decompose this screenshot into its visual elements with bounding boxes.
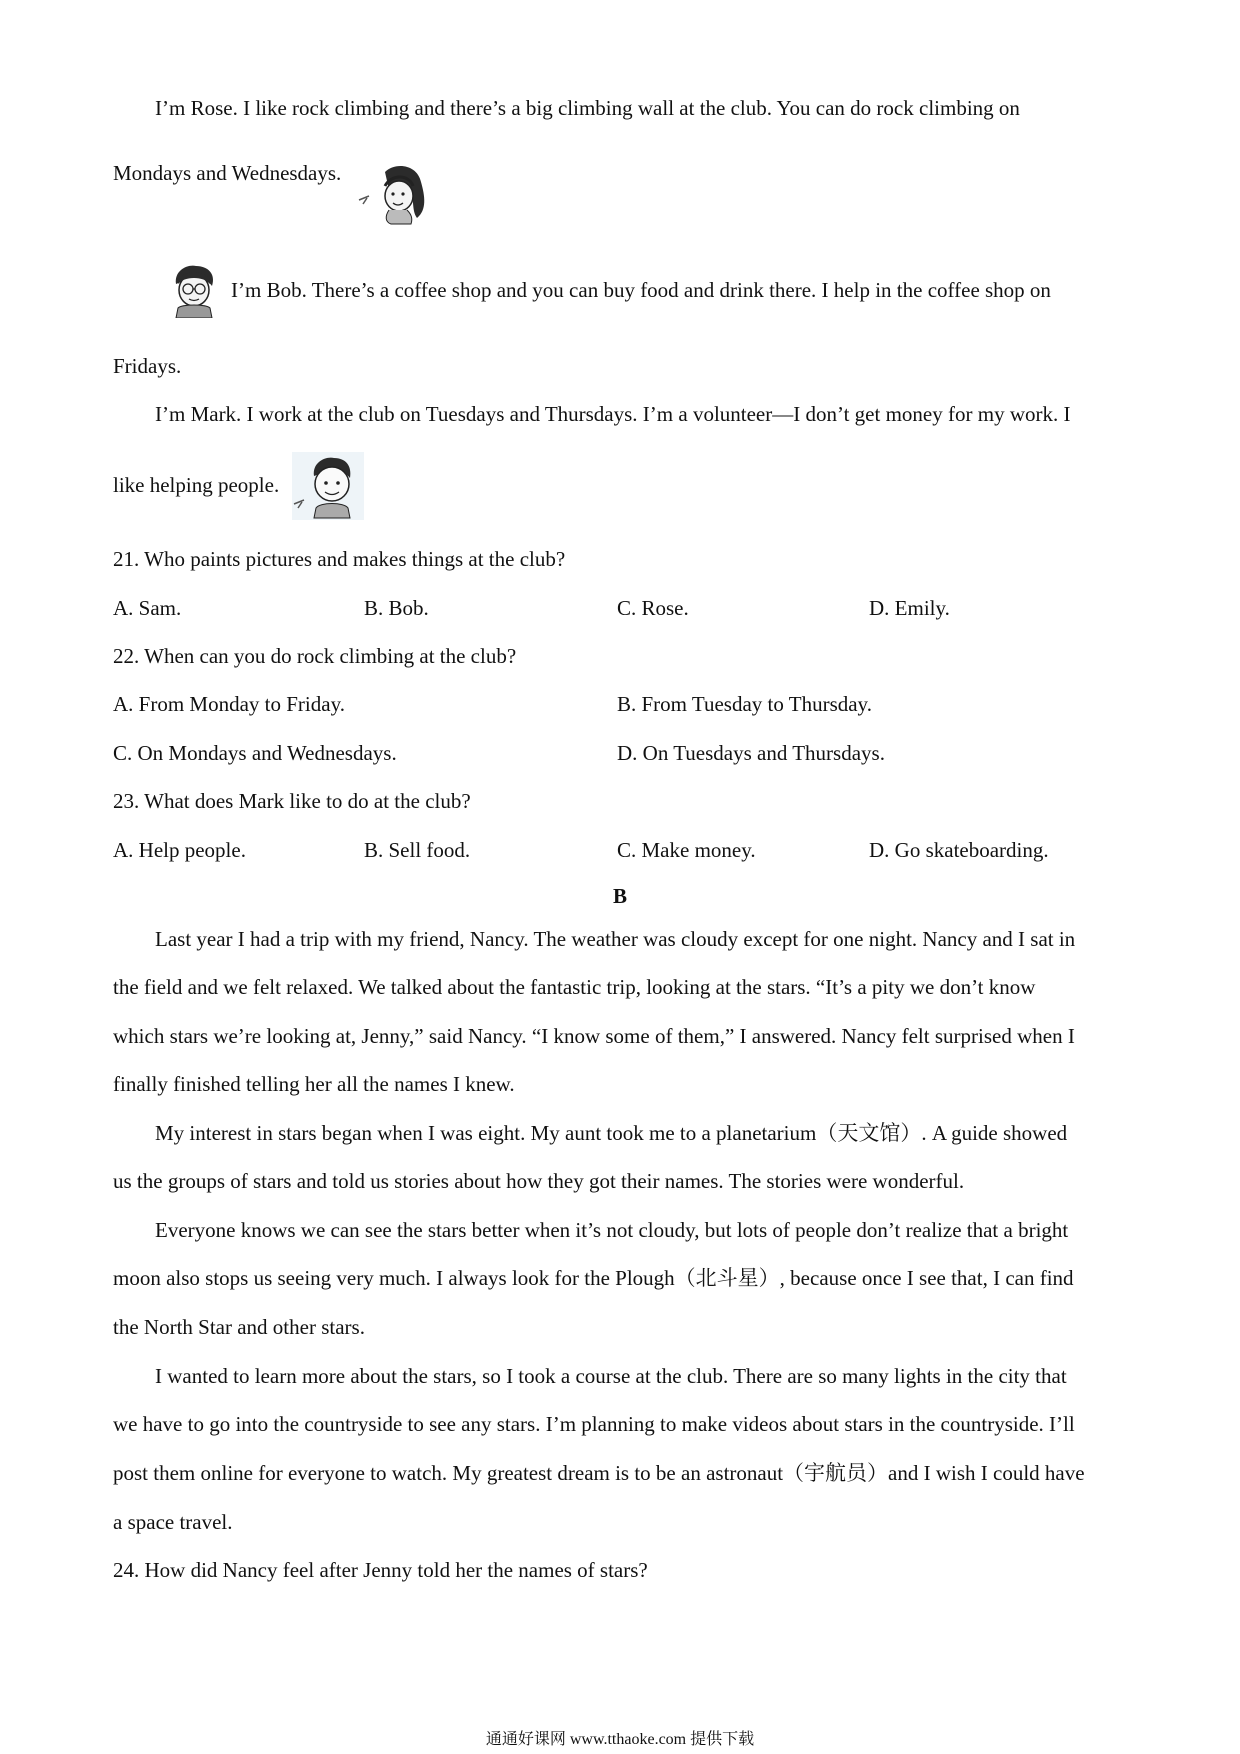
section-b-line-13: a space travel.	[113, 1510, 233, 1534]
question-23-option-d: D. Go skateboarding.	[869, 838, 1049, 862]
question-21-option-a: A. Sam.	[113, 596, 182, 620]
question-23-option-c: C. Make money.	[617, 838, 756, 862]
section-b-line-8: moon also stops us seeing very much. I always look for the Plough（北斗星）, because once I see that, I can find	[113, 1266, 1074, 1290]
section-b-line-5: My interest in stars began when I was eight. My aunt took me to a planetarium（天文馆）. A guide showed	[155, 1121, 1068, 1145]
section-b-line-10: I wanted to learn more about the stars, so I took a course at the club. There are so many lights in the city that	[155, 1364, 1067, 1388]
section-b-line-2: the field and we felt relaxed. We talked about the fantastic trip, looking at the stars. “It’s a pity we don’t know	[113, 975, 1036, 999]
question-22-option-d: D. On Tuesdays and Thursdays.	[617, 741, 885, 765]
section-b-line-7: Everyone knows we can see the stars better when it’s not cloudy, but lots of people don’t realize that a bright	[155, 1218, 1069, 1242]
section-b-line-9: the North Star and other stars.	[113, 1315, 365, 1339]
question-22-option-a: A. From Monday to Friday.	[113, 692, 345, 716]
bob-boy-illustration	[166, 262, 222, 318]
question-21-option-b: B. Bob.	[364, 596, 429, 620]
mark-paragraph-line-1: I’m Mark. I work at the club on Tuesdays and Thursdays. I’m a volunteer—I don’t get money for my work. I	[155, 402, 1071, 426]
bob-paragraph-line-2: Fridays.	[113, 354, 182, 378]
section-b-line-4: finally finished telling her all the names I knew.	[113, 1072, 515, 1096]
section-b-line-1: Last year I had a trip with my friend, Nancy. The weather was cloudy except for one night. Nancy and I sat in	[155, 927, 1076, 951]
bob-paragraph-line-1: I’m Bob. There’s a coffee shop and you can buy food and drink there. I help in the coffee shop on	[231, 278, 1051, 302]
section-b-line-12: post them online for everyone to watch. My greatest dream is to be an astronaut（宇航员）and I wish I could have	[113, 1461, 1085, 1485]
mark-paragraph-line-2: like helping people.	[113, 473, 280, 497]
question-23-option-b: B. Sell food.	[364, 838, 471, 862]
question-21-option-c: C. Rose.	[617, 596, 689, 620]
section-b-heading: B	[612, 884, 627, 908]
question-24-stem: 24. How did Nancy feel after Jenny told her the names of stars?	[113, 1558, 648, 1582]
rose-girl-illustration	[355, 160, 431, 226]
section-b-line-3: which stars we’re looking at, Jenny,” said Nancy. “I know some of them,” I answered. Nancy felt surprised when I	[113, 1024, 1075, 1048]
question-22-stem: 22. When can you do rock climbing at the club?	[113, 644, 517, 668]
section-b-line-6: us the groups of stars and told us stories about how they got their names. The stories were wonderful.	[113, 1169, 965, 1193]
page-footer: 通通好课网 www.tthaoke.com 提供下载	[485, 1731, 755, 1748]
question-22-option-b: B. From Tuesday to Thursday.	[617, 692, 872, 716]
question-23-option-a: A. Help people.	[113, 838, 246, 862]
rose-paragraph-line-2: Mondays and Wednesdays.	[113, 161, 342, 185]
question-23-stem: 23. What does Mark like to do at the club?	[113, 789, 471, 813]
section-b-line-11: we have to go into the countryside to see any stars. I’m planning to make videos about stars in the countryside. I’ll	[113, 1412, 1075, 1436]
mark-boy-illustration	[292, 452, 364, 520]
question-22-option-c: C. On Mondays and Wednesdays.	[113, 741, 397, 765]
rose-paragraph-line-1: I’m Rose. I like rock climbing and there’s a big climbing wall at the club. You can do rock climbing on	[155, 96, 1020, 120]
question-21-stem: 21. Who paints pictures and makes things at the club?	[113, 547, 566, 571]
question-21-option-d: D. Emily.	[869, 596, 950, 620]
